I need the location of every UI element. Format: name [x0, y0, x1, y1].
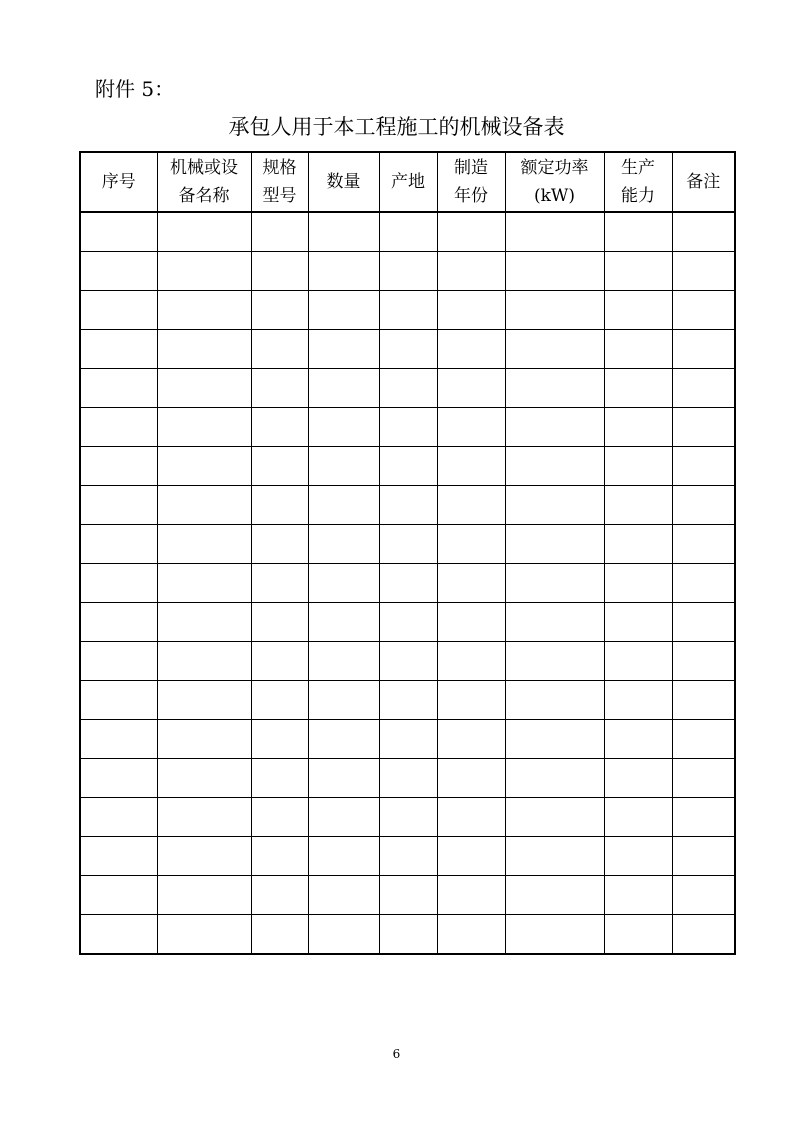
attachment-label: 附件 5：	[95, 77, 175, 101]
table-cell[interactable]	[505, 408, 604, 447]
table-cell[interactable]	[379, 681, 437, 720]
table-row	[80, 915, 735, 955]
table-cell[interactable]	[505, 759, 604, 798]
table-row	[80, 447, 735, 486]
table-cell[interactable]	[251, 447, 308, 486]
table-cell[interactable]	[379, 915, 437, 955]
table-cell[interactable]	[80, 876, 157, 915]
table-cell[interactable]	[672, 291, 735, 330]
table-cell[interactable]	[505, 876, 604, 915]
table-cell[interactable]	[672, 681, 735, 720]
table-cell[interactable]	[437, 291, 505, 330]
table-row	[80, 252, 735, 291]
table-cell[interactable]	[308, 252, 379, 291]
table-cell[interactable]	[251, 642, 308, 681]
table-cell[interactable]	[437, 642, 505, 681]
table-cell[interactable]	[505, 330, 604, 369]
table-cell[interactable]	[672, 564, 735, 603]
table-cell[interactable]	[157, 681, 251, 720]
column-header-line: 生产	[621, 158, 655, 178]
column-header-line: 序号	[101, 172, 136, 192]
table-cell[interactable]	[437, 330, 505, 369]
table-cell[interactable]	[80, 915, 157, 955]
table-row	[80, 408, 735, 447]
table-cell[interactable]	[505, 525, 604, 564]
table-cell[interactable]	[672, 408, 735, 447]
table-cell[interactable]	[157, 486, 251, 525]
column-header	[505, 152, 604, 212]
table-cell[interactable]	[604, 212, 672, 252]
table-cell[interactable]	[251, 915, 308, 955]
table-cell[interactable]	[157, 447, 251, 486]
table-row	[80, 369, 735, 408]
table-cell[interactable]	[80, 486, 157, 525]
table-row	[80, 681, 735, 720]
table-row	[80, 525, 735, 564]
table-cell[interactable]	[505, 798, 604, 837]
table-cell[interactable]	[379, 837, 437, 876]
table-cell[interactable]	[672, 330, 735, 369]
table-cell[interactable]	[379, 291, 437, 330]
table-cell[interactable]	[157, 369, 251, 408]
table-cell[interactable]	[437, 486, 505, 525]
column-header	[308, 152, 379, 212]
table-row	[80, 642, 735, 681]
table-cell[interactable]	[251, 486, 308, 525]
column-header	[251, 152, 308, 212]
table-row	[80, 330, 735, 369]
table-cell[interactable]	[437, 525, 505, 564]
column-header-line: 数量	[326, 172, 361, 192]
table-cell[interactable]	[157, 291, 251, 330]
table-cell[interactable]	[604, 837, 672, 876]
table-cell[interactable]	[604, 564, 672, 603]
table-cell[interactable]	[505, 447, 604, 486]
table-cell[interactable]	[157, 798, 251, 837]
equipment-table	[79, 151, 736, 955]
table-row	[80, 212, 735, 252]
table-body	[80, 212, 735, 954]
table-cell[interactable]	[308, 759, 379, 798]
column-header-line: 备名称	[178, 186, 230, 206]
table-cell[interactable]	[308, 720, 379, 759]
table-cell[interactable]	[80, 720, 157, 759]
table-cell[interactable]	[437, 369, 505, 408]
table-cell[interactable]	[308, 915, 379, 955]
table-cell[interactable]	[672, 212, 735, 252]
table-cell[interactable]	[379, 642, 437, 681]
column-header	[604, 152, 672, 212]
table-cell[interactable]	[505, 681, 604, 720]
table-cell[interactable]	[672, 720, 735, 759]
table-cell[interactable]	[604, 252, 672, 291]
table-cell[interactable]	[604, 915, 672, 955]
table-cell[interactable]	[505, 212, 604, 252]
table-cell[interactable]	[308, 564, 379, 603]
column-header-line: (kW)	[533, 186, 576, 206]
column-header-line: 额定功率	[520, 158, 589, 178]
table-cell[interactable]	[308, 408, 379, 447]
table-cell[interactable]	[379, 330, 437, 369]
table-cell[interactable]	[672, 876, 735, 915]
table-cell[interactable]	[157, 915, 251, 955]
table-cell[interactable]	[604, 720, 672, 759]
column-header	[437, 152, 505, 212]
table-cell[interactable]	[672, 252, 735, 291]
table-cell[interactable]	[251, 759, 308, 798]
table-cell[interactable]	[672, 447, 735, 486]
table-cell[interactable]	[505, 291, 604, 330]
column-header	[80, 152, 157, 212]
table-cell[interactable]	[379, 486, 437, 525]
table-cell[interactable]	[80, 759, 157, 798]
table-cell[interactable]	[604, 447, 672, 486]
table-cell[interactable]	[308, 525, 379, 564]
table-cell[interactable]	[604, 876, 672, 915]
table-cell[interactable]	[80, 252, 157, 291]
table-cell[interactable]	[379, 525, 437, 564]
table-cell[interactable]	[308, 486, 379, 525]
table-cell[interactable]	[604, 603, 672, 642]
column-header-line: 备注	[686, 172, 721, 192]
table-cell[interactable]	[604, 330, 672, 369]
table-cell[interactable]	[80, 837, 157, 876]
table-cell[interactable]	[379, 876, 437, 915]
table-cell[interactable]	[308, 798, 379, 837]
table-cell[interactable]	[308, 447, 379, 486]
table-row	[80, 603, 735, 642]
table-cell[interactable]	[157, 642, 251, 681]
table-cell[interactable]	[251, 681, 308, 720]
table-cell[interactable]	[251, 212, 308, 252]
column-header-line: 规格	[262, 158, 297, 178]
table-cell[interactable]	[251, 408, 308, 447]
table-cell[interactable]	[604, 408, 672, 447]
table-cell[interactable]	[157, 759, 251, 798]
table-cell[interactable]	[379, 408, 437, 447]
table-cell[interactable]	[379, 720, 437, 759]
column-header-line: 型号	[262, 186, 297, 206]
table-cell[interactable]	[308, 876, 379, 915]
table-cell[interactable]	[437, 681, 505, 720]
column-header	[379, 152, 437, 212]
table-row	[80, 876, 735, 915]
table-cell[interactable]	[379, 369, 437, 408]
table-cell[interactable]	[157, 837, 251, 876]
table-cell[interactable]	[437, 408, 505, 447]
table-cell[interactable]	[379, 212, 437, 252]
table-cell[interactable]	[672, 837, 735, 876]
table-cell[interactable]	[308, 212, 379, 252]
table-cell[interactable]	[505, 603, 604, 642]
table-header-row	[80, 152, 735, 212]
table-cell[interactable]	[251, 837, 308, 876]
table-cell[interactable]	[157, 603, 251, 642]
table-cell[interactable]	[251, 720, 308, 759]
table-cell[interactable]	[604, 681, 672, 720]
table-row	[80, 798, 735, 837]
table-row	[80, 720, 735, 759]
column-header-line: 能力	[621, 186, 655, 206]
table-cell[interactable]	[505, 369, 604, 408]
table-cell[interactable]	[251, 525, 308, 564]
table-cell[interactable]	[80, 447, 157, 486]
table-cell[interactable]	[505, 642, 604, 681]
table-cell[interactable]	[672, 369, 735, 408]
table-cell[interactable]	[308, 291, 379, 330]
table-cell[interactable]	[604, 291, 672, 330]
table-cell[interactable]	[379, 798, 437, 837]
table-cell[interactable]	[251, 603, 308, 642]
table-cell[interactable]	[80, 369, 157, 408]
table-row	[80, 837, 735, 876]
table-cell[interactable]	[379, 564, 437, 603]
table-cell[interactable]	[505, 915, 604, 955]
table-cell[interactable]	[251, 798, 308, 837]
table-cell[interactable]	[437, 759, 505, 798]
table-cell[interactable]	[604, 486, 672, 525]
table-cell[interactable]	[251, 330, 308, 369]
table-cell[interactable]	[672, 525, 735, 564]
table-cell[interactable]	[80, 681, 157, 720]
table-cell[interactable]	[80, 642, 157, 681]
page-title: 承包人用于本工程施工的机械设备表	[228, 115, 565, 139]
table-cell[interactable]	[505, 252, 604, 291]
table-cell[interactable]	[80, 603, 157, 642]
table-cell[interactable]	[251, 252, 308, 291]
table-cell[interactable]	[80, 525, 157, 564]
table-cell[interactable]	[437, 564, 505, 603]
table-cell[interactable]	[672, 915, 735, 955]
table-cell[interactable]	[80, 408, 157, 447]
column-header-line: 产地	[391, 172, 425, 192]
table-cell[interactable]	[672, 759, 735, 798]
column-header-line: 制造	[454, 158, 488, 178]
table-cell[interactable]	[437, 915, 505, 955]
table-cell[interactable]	[308, 642, 379, 681]
table-cell[interactable]	[505, 486, 604, 525]
column-header	[672, 152, 735, 212]
table-cell[interactable]	[80, 564, 157, 603]
table-cell[interactable]	[308, 603, 379, 642]
table-cell[interactable]	[308, 681, 379, 720]
table-cell[interactable]	[437, 447, 505, 486]
table-cell[interactable]	[157, 720, 251, 759]
column-header	[157, 152, 251, 212]
table-cell[interactable]	[157, 408, 251, 447]
table-cell[interactable]	[505, 720, 604, 759]
table-cell[interactable]	[437, 720, 505, 759]
table-row	[80, 291, 735, 330]
table-cell[interactable]	[157, 252, 251, 291]
table-cell[interactable]	[157, 564, 251, 603]
table-cell[interactable]	[80, 291, 157, 330]
table-cell[interactable]	[437, 252, 505, 291]
table-cell[interactable]	[437, 798, 505, 837]
table-cell[interactable]	[672, 642, 735, 681]
table-cell[interactable]	[604, 525, 672, 564]
table-cell[interactable]	[379, 603, 437, 642]
table-cell[interactable]	[672, 603, 735, 642]
table-cell[interactable]	[251, 291, 308, 330]
table-row	[80, 564, 735, 603]
table-cell[interactable]	[80, 330, 157, 369]
table-cell[interactable]	[308, 330, 379, 369]
table-cell[interactable]	[251, 564, 308, 603]
table-cell[interactable]	[80, 798, 157, 837]
table-cell[interactable]	[437, 603, 505, 642]
table-cell[interactable]	[157, 525, 251, 564]
table-cell[interactable]	[157, 330, 251, 369]
table-cell[interactable]	[437, 837, 505, 876]
table-cell[interactable]	[672, 486, 735, 525]
table-cell[interactable]	[251, 876, 308, 915]
table-cell[interactable]	[308, 369, 379, 408]
table-cell[interactable]	[379, 447, 437, 486]
table-cell[interactable]	[437, 212, 505, 252]
table-cell[interactable]	[604, 642, 672, 681]
column-header-line: 机械或设	[170, 158, 238, 178]
table-cell[interactable]	[604, 798, 672, 837]
table-cell[interactable]	[157, 212, 251, 252]
table-cell[interactable]	[157, 876, 251, 915]
page-number: 6	[392, 1047, 401, 1061]
table-cell[interactable]	[505, 837, 604, 876]
table-row	[80, 486, 735, 525]
table-cell[interactable]	[672, 798, 735, 837]
table-cell[interactable]	[505, 564, 604, 603]
table-cell[interactable]	[604, 369, 672, 408]
table-cell[interactable]	[80, 212, 157, 252]
table-cell[interactable]	[604, 759, 672, 798]
table-cell[interactable]	[308, 837, 379, 876]
column-header-line: 年份	[454, 186, 488, 206]
table-row	[80, 759, 735, 798]
table-cell[interactable]	[437, 876, 505, 915]
table-cell[interactable]	[379, 252, 437, 291]
table-cell[interactable]	[251, 369, 308, 408]
table-cell[interactable]	[379, 759, 437, 798]
